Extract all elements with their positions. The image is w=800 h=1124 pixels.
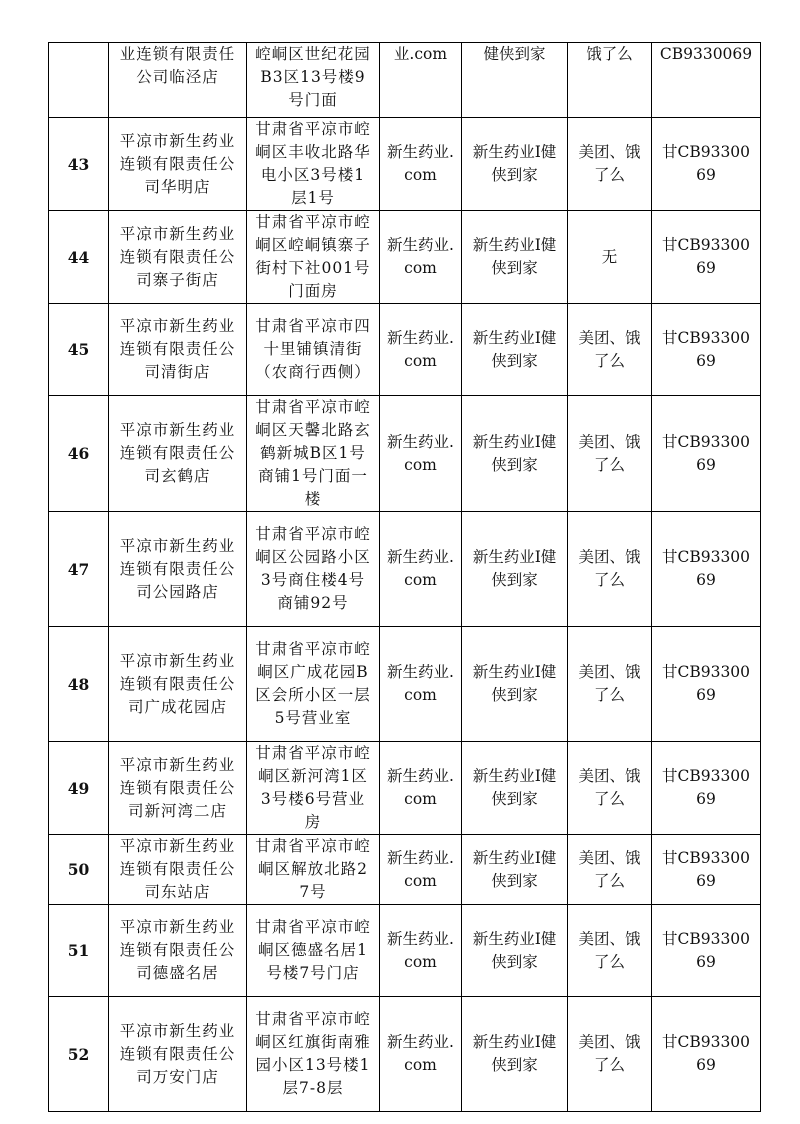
store-app: 新生药业I健侠到家	[462, 742, 568, 835]
store-platform: 美团、饿了么	[568, 742, 652, 835]
store-address: 甘肃省平凉市崆峒区丰收北路华电小区3号楼1层1号	[247, 118, 380, 211]
store-website: 新生药业.com	[380, 304, 462, 396]
store-platform: 美团、饿了么	[568, 835, 652, 905]
store-license: 甘CB9330069	[652, 512, 761, 627]
store-app: 新生药业I健侠到家	[462, 211, 568, 304]
row-number: 50	[49, 835, 109, 905]
store-name: 平凉市新生药业连锁有限责任公司公园路店	[109, 512, 247, 627]
store-platform: 无	[568, 211, 652, 304]
table-row	[49, 835, 761, 905]
store-name: 平凉市新生药业连锁有限责任公司东站店	[109, 835, 247, 905]
store-license: 甘CB9330069	[652, 304, 761, 396]
table-row	[49, 304, 761, 396]
store-name: 平凉市新生药业连锁有限责任公司广成花园店	[109, 627, 247, 742]
store-website: 新生药业.com	[380, 627, 462, 742]
store-address: 甘肃省平凉市四十里铺镇清街（农商行西侧）	[247, 304, 380, 396]
store-table	[48, 42, 761, 1112]
store-website: 新生药业.com	[380, 905, 462, 997]
store-website: 新生药业.com	[380, 396, 462, 512]
store-license: 甘CB9330069	[652, 211, 761, 304]
store-website: 新生药业.com	[380, 997, 462, 1112]
row-number: 44	[49, 211, 109, 304]
store-license: 甘CB9330069	[652, 835, 761, 905]
row-number: 47	[49, 512, 109, 627]
store-license: 甘CB9330069	[652, 627, 761, 742]
store-address: 甘肃省平凉市崆峒区崆峒镇寨子街村下社001号门面房	[247, 211, 380, 304]
table-row	[49, 512, 761, 627]
row-number: 52	[49, 997, 109, 1112]
store-platform: 美团、饿了么	[568, 905, 652, 997]
store-website: 新生药业.com	[380, 211, 462, 304]
table-row	[49, 118, 761, 211]
store-license: CB9330069	[652, 43, 761, 118]
store-license: 甘CB9330069	[652, 118, 761, 211]
table-row	[49, 905, 761, 997]
store-address: 甘肃省平凉市崆峒区新河湾1区3号楼6号营业房	[247, 742, 380, 835]
table-row	[49, 742, 761, 835]
store-app: 新生药业I健侠到家	[462, 835, 568, 905]
table-row	[49, 997, 761, 1112]
store-name: 平凉市新生药业连锁有限责任公司寨子街店	[109, 211, 247, 304]
table-row	[49, 43, 761, 118]
table-row	[49, 396, 761, 512]
store-license: 甘CB9330069	[652, 396, 761, 512]
store-address: 甘肃省平凉市崆峒区红旗街南雅园小区13号楼1层7-8层	[247, 997, 380, 1112]
store-name: 平凉市新生药业连锁有限责任公司华明店	[109, 118, 247, 211]
store-app: 健侠到家	[462, 43, 568, 118]
row-number: 51	[49, 905, 109, 997]
store-name: 平凉市新生药业连锁有限责任公司德盛名居	[109, 905, 247, 997]
store-platform: 美团、饿了么	[568, 627, 652, 742]
row-number	[49, 43, 109, 118]
store-address: 甘肃省平凉市崆峒区天馨北路玄鹤新城B区1号商铺1号门面一楼	[247, 396, 380, 512]
row-number: 43	[49, 118, 109, 211]
store-name: 平凉市新生药业连锁有限责任公司新河湾二店	[109, 742, 247, 835]
store-license: 甘CB9330069	[652, 905, 761, 997]
store-address: 崆峒区世纪花园B3区13号楼9号门面	[247, 43, 380, 118]
row-number: 46	[49, 396, 109, 512]
store-address: 甘肃省平凉市崆峒区广成花园B区会所小区一层5号营业室	[247, 627, 380, 742]
store-app: 新生药业I健侠到家	[462, 118, 568, 211]
store-app: 新生药业I健侠到家	[462, 512, 568, 627]
store-address: 甘肃省平凉市崆峒区德盛名居1号楼7号门店	[247, 905, 380, 997]
store-app: 新生药业I健侠到家	[462, 396, 568, 512]
store-platform: 美团、饿了么	[568, 997, 652, 1112]
row-number: 49	[49, 742, 109, 835]
store-app: 新生药业I健侠到家	[462, 627, 568, 742]
store-address: 甘肃省平凉市崆峒区公园路小区3号商住楼4号商铺92号	[247, 512, 380, 627]
table-row	[49, 211, 761, 304]
store-website: 新生药业.com	[380, 512, 462, 627]
store-name: 平凉市新生药业连锁有限责任公司玄鹤店	[109, 396, 247, 512]
store-platform: 美团、饿了么	[568, 512, 652, 627]
store-name: 平凉市新生药业连锁有限责任公司清街店	[109, 304, 247, 396]
store-license: 甘CB9330069	[652, 742, 761, 835]
store-name: 平凉市新生药业连锁有限责任公司万安门店	[109, 997, 247, 1112]
store-license: 甘CB9330069	[652, 997, 761, 1112]
store-website: 业.com	[380, 43, 462, 118]
store-website: 新生药业.com	[380, 835, 462, 905]
store-app: 新生药业I健侠到家	[462, 905, 568, 997]
store-platform: 美团、饿了么	[568, 396, 652, 512]
store-name: 业连锁有限责任公司临泾店	[109, 43, 247, 118]
store-website: 新生药业.com	[380, 742, 462, 835]
store-platform: 饿了么	[568, 43, 652, 118]
store-app: 新生药业I健侠到家	[462, 997, 568, 1112]
store-address: 甘肃省平凉市崆峒区解放北路27号	[247, 835, 380, 905]
row-number: 45	[49, 304, 109, 396]
store-platform: 美团、饿了么	[568, 118, 652, 211]
store-platform: 美团、饿了么	[568, 304, 652, 396]
store-website: 新生药业.com	[380, 118, 462, 211]
store-app: 新生药业I健侠到家	[462, 304, 568, 396]
row-number: 48	[49, 627, 109, 742]
table-row	[49, 627, 761, 742]
